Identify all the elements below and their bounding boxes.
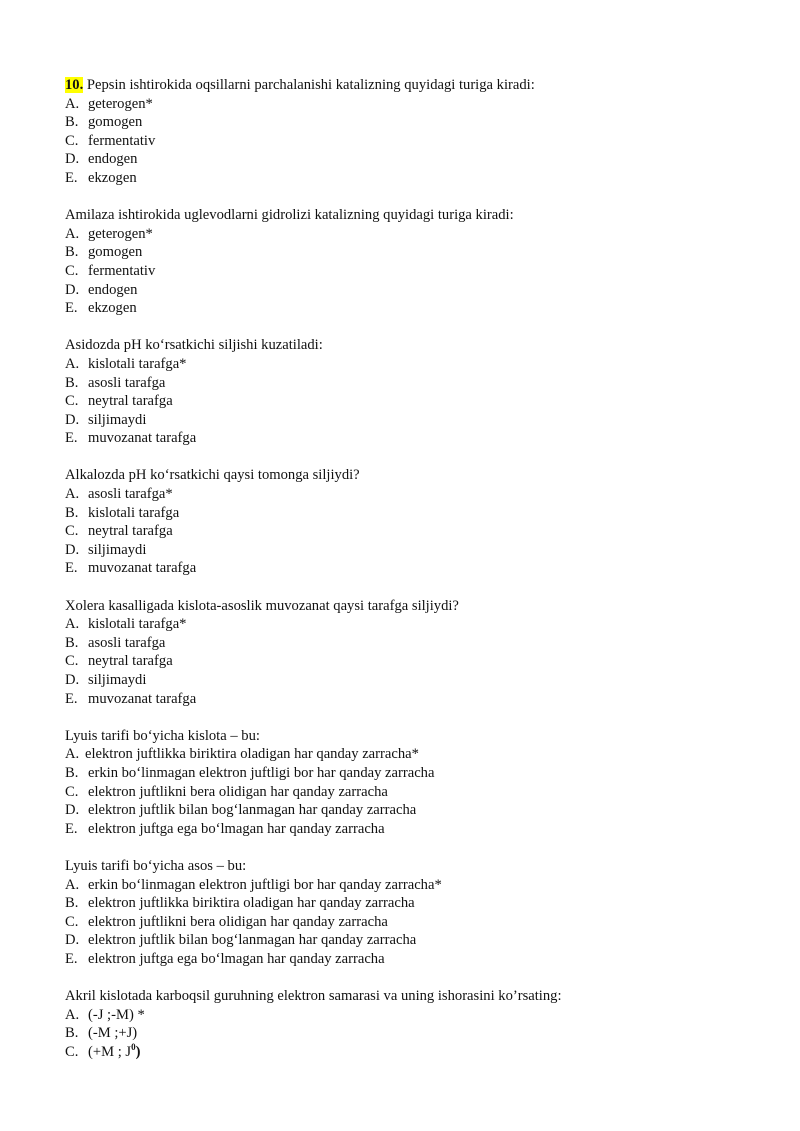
answer-option bbox=[65, 132, 765, 151]
option-letter: D. bbox=[65, 411, 80, 428]
option-text: kislotali tarafga* bbox=[88, 355, 187, 372]
option-letter: C. bbox=[65, 393, 79, 410]
question-text bbox=[65, 466, 765, 485]
option-letter: E. bbox=[65, 950, 78, 967]
answer-option bbox=[65, 411, 765, 430]
option-text: siljimaydi bbox=[88, 541, 147, 558]
option-letter: D. bbox=[65, 672, 80, 688]
option-text: muvozanat tarafga bbox=[88, 560, 197, 577]
answer-option bbox=[65, 745, 765, 764]
option-text: fermentativ bbox=[88, 132, 156, 149]
option-text: gomogen bbox=[88, 114, 143, 131]
answer-option bbox=[65, 150, 765, 169]
question-text bbox=[65, 76, 765, 95]
question-stem: Akril kislotada karboqsil guruhning elektron samarasi va uning ishorasini ko’rsating: bbox=[65, 988, 562, 1005]
question-stem: Lyuis tarifi bo‘yicha asos – bu: bbox=[65, 857, 247, 874]
question-block bbox=[65, 336, 765, 448]
question-block bbox=[65, 597, 765, 709]
option-letter: B. bbox=[65, 374, 79, 391]
option-letter: A. bbox=[65, 95, 80, 112]
answer-option bbox=[65, 671, 765, 690]
option-letter: A. bbox=[65, 876, 80, 893]
answer-option bbox=[65, 169, 765, 188]
option-letter: B. bbox=[65, 1025, 79, 1042]
option-text: elektron juftlikni bera olidigan har qanday zarracha bbox=[88, 913, 388, 930]
answer-option bbox=[65, 820, 765, 839]
option-text: siljimaydi bbox=[88, 411, 147, 428]
question-block bbox=[65, 76, 765, 188]
option-letter: D. bbox=[65, 932, 80, 949]
option-text: endogen bbox=[88, 151, 138, 168]
option-letter: C. bbox=[65, 913, 79, 930]
option-letter: A. bbox=[65, 746, 80, 763]
option-letter: E. bbox=[65, 560, 78, 577]
option-letter: A. bbox=[65, 486, 80, 503]
answer-option bbox=[65, 876, 765, 895]
option-text: (-M ;+J) bbox=[88, 1025, 138, 1042]
question-text bbox=[65, 857, 765, 876]
option-letter: C. bbox=[65, 1043, 79, 1060]
option-text: neytral tarafga bbox=[88, 653, 173, 670]
answer-option bbox=[65, 429, 765, 448]
answer-option bbox=[65, 559, 765, 578]
option-text: elektron juftlikka biriktira oladigan har qanday zarracha bbox=[88, 895, 415, 912]
option-letter: B. bbox=[65, 895, 79, 912]
option-text: neytral tarafga bbox=[88, 393, 173, 410]
option-letter: E. bbox=[65, 820, 78, 837]
option-letter: C. bbox=[65, 653, 79, 670]
question-block bbox=[65, 727, 765, 839]
answer-option bbox=[65, 262, 765, 281]
answer-option bbox=[65, 783, 765, 802]
option-letter: B. bbox=[65, 114, 79, 131]
question-text bbox=[65, 987, 765, 1006]
option-text: gomogen bbox=[88, 244, 143, 261]
option-text: fermentativ bbox=[88, 262, 156, 279]
option-text: (+M ; J bbox=[88, 1043, 132, 1060]
answer-option bbox=[65, 355, 765, 374]
answer-option bbox=[65, 485, 765, 504]
option-tail: ) bbox=[135, 1043, 141, 1060]
option-text: (-J ;-M) * bbox=[88, 1006, 145, 1023]
option-letter: B. bbox=[65, 504, 79, 521]
option-text: neytral tarafga bbox=[88, 523, 173, 540]
option-text: geterogen* bbox=[88, 95, 153, 112]
answer-option bbox=[65, 764, 765, 783]
option-text: geterogen* bbox=[88, 225, 153, 242]
option-text: elektron juftga ega bo‘lmagan har qanday zarracha bbox=[88, 820, 385, 837]
option-text: erkin bo‘linmagan elektron juftligi bor har qanday zarracha* bbox=[88, 876, 442, 893]
answer-option bbox=[65, 113, 765, 132]
option-superscript: 0 bbox=[131, 1041, 136, 1052]
answer-option bbox=[65, 281, 765, 300]
option-text: muvozanat tarafga bbox=[88, 430, 197, 447]
question-stem: Alkalozda pH ko‘rsatkichi qaysi tomonga siljiydi? bbox=[65, 467, 360, 484]
option-text: asosli tarafga bbox=[88, 374, 166, 391]
option-text: ekzogen bbox=[88, 300, 137, 317]
option-text: muvozanat tarafga bbox=[88, 690, 197, 707]
question-block bbox=[65, 206, 765, 318]
answer-option bbox=[65, 801, 765, 820]
option-letter: A. bbox=[65, 616, 80, 633]
option-text: elektron juftga ega bo‘lmagan har qanday zarracha bbox=[88, 950, 385, 967]
question-block bbox=[65, 466, 765, 578]
answer-option bbox=[65, 374, 765, 393]
option-letter: C. bbox=[65, 523, 79, 540]
option-letter: D. bbox=[65, 281, 80, 298]
question-text bbox=[65, 597, 765, 616]
answer-option bbox=[65, 634, 765, 653]
option-text: kislotali tarafga* bbox=[88, 616, 187, 633]
option-letter: A. bbox=[65, 355, 80, 372]
question-stem: Asidozda pH ko‘rsatkichi siljishi kuzatiladi: bbox=[65, 337, 323, 354]
answer-option bbox=[65, 522, 765, 541]
option-text: elektron juftlikni bera olidigan har qanday zarracha bbox=[88, 783, 388, 800]
option-letter: A. bbox=[65, 1006, 80, 1023]
option-text: elektron juftlik bilan bog‘lanmagan har qanday zarracha bbox=[88, 932, 417, 949]
option-text: asosli tarafga bbox=[88, 634, 166, 651]
question-stem: Xolera kasalligada kislota-asoslik muvozanat qaysi tarafga siljiydi? bbox=[65, 597, 459, 614]
question-stem: Amilaza ishtirokida uglevodlarni gidrolizi katalizning quyidagi turiga kiradi: bbox=[65, 207, 514, 224]
question-number-highlight: 10. bbox=[65, 77, 84, 93]
option-text: elektron juftlik bilan bog‘lanmagan har qanday zarracha bbox=[88, 802, 417, 819]
answer-option bbox=[65, 894, 765, 913]
option-letter: E. bbox=[65, 690, 78, 707]
option-letter: C. bbox=[65, 783, 79, 800]
question-text bbox=[65, 336, 765, 355]
answer-option bbox=[65, 299, 765, 318]
option-letter: E. bbox=[65, 430, 78, 447]
option-letter: E. bbox=[65, 169, 78, 186]
document-page bbox=[65, 76, 765, 1080]
answer-option bbox=[65, 225, 765, 244]
option-letter: B. bbox=[65, 244, 79, 261]
answer-option bbox=[65, 392, 765, 411]
answer-option bbox=[65, 504, 765, 523]
question-stem: Pepsin ishtirokida oqsillarni parchalanishi katalizning quyidagi turiga kiradi: bbox=[83, 77, 535, 93]
answer-option bbox=[65, 931, 765, 950]
option-letter: C. bbox=[65, 132, 79, 149]
answer-option bbox=[65, 1006, 765, 1025]
question-block bbox=[65, 987, 765, 1061]
option-letter: C. bbox=[65, 262, 79, 279]
question-text bbox=[65, 206, 765, 225]
answer-option bbox=[65, 1043, 765, 1062]
option-text: siljimaydi bbox=[88, 672, 147, 688]
answer-option bbox=[65, 1024, 765, 1043]
option-text: asosli tarafga* bbox=[88, 486, 173, 503]
question-block bbox=[65, 857, 765, 969]
option-letter: D. bbox=[65, 802, 80, 819]
answer-option bbox=[65, 652, 765, 671]
answer-option bbox=[65, 541, 765, 560]
option-letter: B. bbox=[65, 634, 79, 651]
question-text bbox=[65, 727, 765, 746]
answer-option bbox=[65, 950, 765, 969]
answer-option bbox=[65, 913, 765, 932]
option-text: endogen bbox=[88, 281, 138, 298]
option-letter: D. bbox=[65, 541, 80, 558]
option-text: elektron juftlikka biriktira oladigan har qanday zarracha* bbox=[85, 746, 419, 763]
option-text: ekzogen bbox=[88, 169, 137, 186]
option-text: erkin bo‘linmagan elektron juftligi bor har qanday zarracha bbox=[88, 764, 435, 781]
answer-option bbox=[65, 690, 765, 709]
option-letter: B. bbox=[65, 764, 79, 781]
option-letter: E. bbox=[65, 300, 78, 317]
option-text: kislotali tarafga bbox=[88, 504, 180, 521]
option-letter: A. bbox=[65, 225, 80, 242]
answer-option bbox=[65, 95, 765, 114]
answer-option bbox=[65, 243, 765, 262]
option-letter: D. bbox=[65, 151, 80, 168]
answer-option bbox=[65, 615, 765, 634]
question-stem: Lyuis tarifi bo‘yicha kislota – bu: bbox=[65, 727, 260, 744]
